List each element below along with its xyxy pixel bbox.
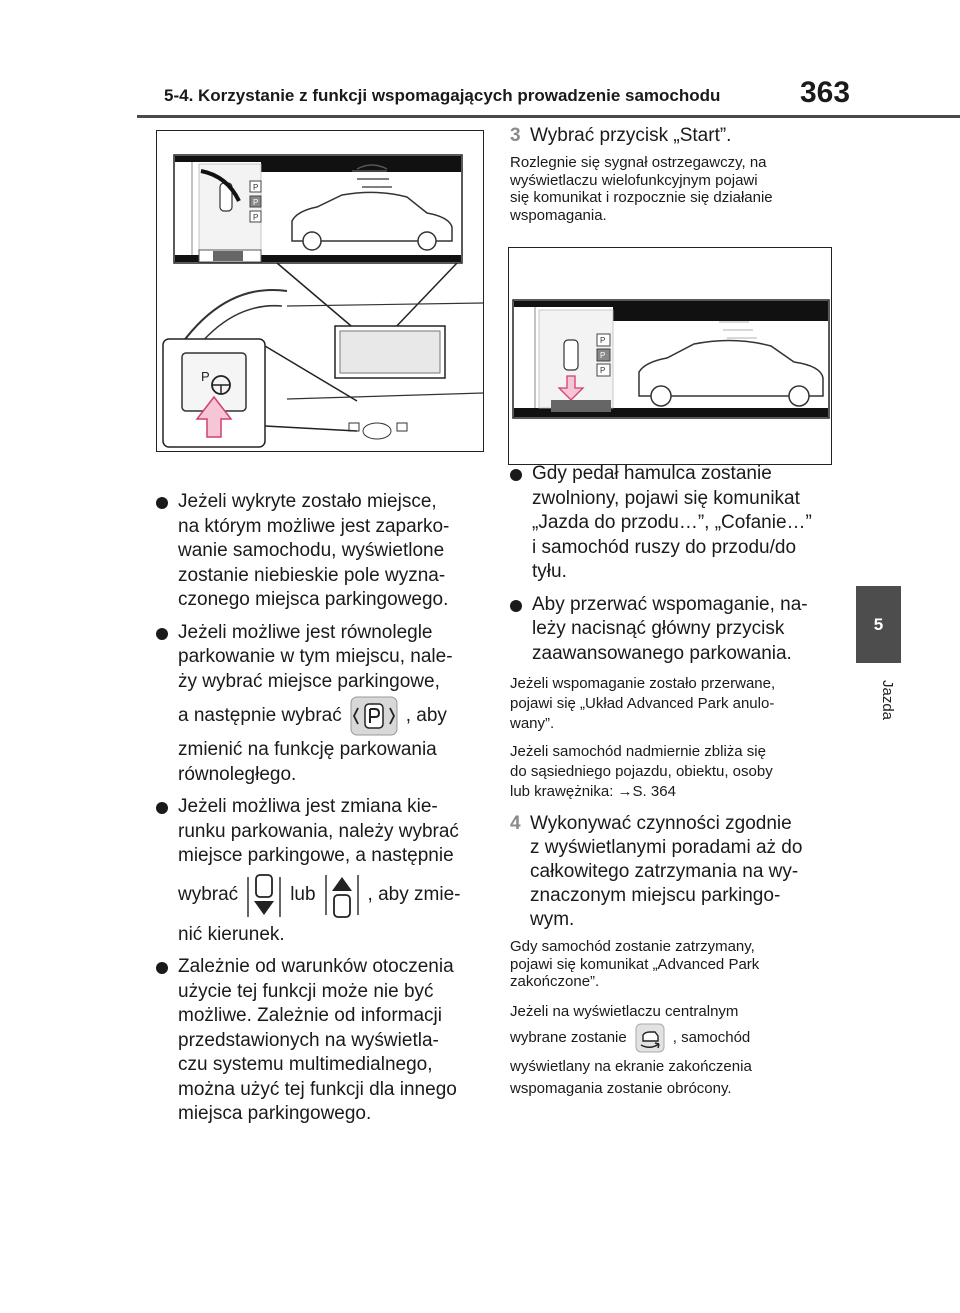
bullet-space-detected	[156, 490, 486, 613]
text-fragment: wybrać	[178, 884, 239, 906]
bullet-interrupt	[510, 593, 834, 667]
text-line: zwolniony, pojawi się komunikat	[532, 487, 800, 509]
text-line: i samochód ruszy do przodu/do	[532, 536, 797, 558]
text-line: z wyświetlanymi poradami aż do	[530, 837, 803, 858]
note-line: do sąsiedniego pojazdu, obiektu, osoby	[510, 763, 773, 780]
text-line: leży nacisnąć główny przycisk	[532, 618, 785, 639]
text-line: Jeżeli możliwa jest zmiana kie-	[178, 796, 438, 817]
reverse-parking-icon	[324, 871, 360, 921]
interrupt-note	[510, 674, 834, 734]
inline-row	[178, 694, 486, 738]
step-4-note	[510, 938, 834, 991]
bullet-brake-release	[510, 462, 834, 585]
text-fragment: wybrane zostanie	[510, 1029, 627, 1047]
chapter-tab	[856, 586, 901, 663]
chapter-label: Jazda	[879, 680, 896, 721]
bullet-dot	[510, 469, 522, 481]
dashboard-illustration	[157, 131, 484, 452]
note-line: Jeżeli na wyświetlaczu centralnym	[510, 1002, 739, 1020]
bullet-dot	[156, 802, 168, 814]
slot-label-3: P	[253, 213, 259, 222]
note-line: Jeżeli wspomaganie zostało przerwane,	[510, 675, 776, 692]
note-line: się komunikat i rozpocznie się działanie	[510, 189, 773, 206]
text-fragment: , aby zmie-	[367, 884, 461, 906]
final-note	[510, 1003, 834, 1101]
text-line: czu systemu multimedialnego,	[178, 1054, 433, 1075]
text-line: zaawansowanego parkowania.	[532, 642, 792, 664]
proximity-note	[510, 742, 834, 802]
chapter-number: 5	[873, 614, 884, 634]
text-line: całkowitego zatrzymania na wy-	[530, 861, 799, 882]
text-line: Aby przerwać wspomaganie, na-	[532, 593, 808, 615]
text-line: Zależnie od warunków otoczenia	[178, 956, 454, 977]
inline-row	[178, 869, 486, 923]
figure-dashboard-illustration	[156, 130, 484, 452]
note-line: wspomagania zostanie obrócony.	[510, 1080, 732, 1097]
right-column	[510, 124, 834, 1100]
figure-spacer	[510, 224, 834, 462]
parallel-parking-icon	[350, 696, 398, 736]
text-line: wanie samochodu, wyświetlone	[178, 540, 445, 561]
note-line: pojawi się „Układ Advanced Park anulo-	[510, 695, 775, 712]
bullet-dot	[156, 962, 168, 974]
slot-label-2: P	[253, 198, 259, 207]
text-line: użycie tej funkcji może nie być	[178, 980, 434, 1002]
rotate-car-icon	[635, 1023, 665, 1053]
text-line: przedstawionych na wyświetla-	[178, 1029, 439, 1051]
text-line: wym.	[530, 909, 575, 930]
text-line: ży wybrać miejsce parkingowe,	[178, 670, 440, 692]
slot-label-c: P	[600, 366, 606, 375]
bullet-dot	[156, 628, 168, 640]
text-line: czonego miejsca parkingowego.	[178, 589, 449, 610]
text-line: zmienić na funkcję parkowania	[178, 739, 437, 760]
page-number: 363	[800, 76, 851, 109]
slot-label-1: P	[253, 183, 259, 192]
step-text: Wybrać przycisk „Start”.	[530, 125, 732, 146]
text-line: równoległego.	[178, 763, 297, 785]
note-line: wyświetlany na ekranie zakończenia	[510, 1058, 752, 1075]
text-line: „Jazda do przodu…”, „Cofanie…”	[532, 512, 812, 533]
note-line: Gdy samochód zostanie zatrzymany,	[510, 938, 755, 955]
text-fragment: lub	[290, 884, 316, 906]
step-3-note	[510, 154, 834, 224]
bullet-dot	[510, 600, 522, 612]
text-line: runku parkowania, należy wybrać	[178, 820, 459, 842]
text-line: na którym możliwe jest zaparko-	[178, 515, 450, 537]
note-line: zakończone”.	[510, 973, 600, 990]
inline-row	[510, 1020, 834, 1056]
bullet-direction-change	[156, 795, 486, 947]
note-line: wany”.	[510, 715, 555, 732]
page-header-title: 5-4. Korzystanie z funkcji wspomagających prowadzenie samochodu	[164, 86, 721, 105]
bullet-parallel-parking	[156, 621, 486, 788]
slot-label-a: P	[600, 336, 606, 345]
text-line: Jeżeli możliwe jest równolegle	[178, 621, 433, 643]
text-line: znaczonym miejscu parkingo-	[530, 885, 781, 906]
text-line: miejsce parkingowe, a następnie	[178, 845, 454, 866]
note-line: wyświetlaczu wielofunkcyjnym pojawi	[510, 171, 758, 189]
left-column	[156, 490, 486, 1135]
header-divider	[137, 115, 960, 118]
text-fragment: , samochód	[672, 1029, 751, 1047]
step-number: 3	[510, 125, 521, 146]
note-line: Jeżeli samochód nadmiernie zbliża się	[510, 743, 766, 760]
text-line: możliwe. Zależnie od informacji	[178, 1005, 442, 1026]
forward-parking-icon	[246, 871, 282, 921]
text-line: tyłu.	[532, 561, 567, 582]
step-3	[510, 124, 834, 148]
text-fragment: , aby	[405, 704, 447, 726]
bullet-environment	[156, 955, 486, 1127]
text-line: Gdy pedał hamulca zostanie	[532, 463, 772, 484]
note-line: lub krawężnika: →S. 364	[510, 783, 676, 800]
slot-label-b: P	[600, 351, 606, 360]
note-line: pojawi się komunikat „Advanced Park	[510, 955, 760, 973]
text-line: Jeżeli wykryte zostało miejsce,	[178, 491, 437, 512]
text-line: miejsca parkingowego.	[178, 1103, 372, 1124]
text-line: można użyć tej funkcji dla innego	[178, 1078, 457, 1100]
text-line: parkowanie w tym miejscu, nale-	[178, 646, 453, 667]
step-4	[510, 812, 834, 932]
note-line: wspomagania.	[510, 206, 607, 224]
parking-button-label: P	[201, 369, 210, 384]
bullet-dot	[156, 497, 168, 509]
text-line: Wykonywać czynności zgodnie	[530, 813, 792, 834]
text-line: nić kierunek.	[178, 923, 285, 945]
text-line: zostanie niebieskie pole wyzna-	[178, 564, 446, 586]
note-line: Rozlegnie się sygnał ostrzegawczy, na	[510, 154, 767, 171]
step-number: 4	[510, 813, 521, 834]
text-fragment: a następnie wybrać	[178, 704, 342, 726]
